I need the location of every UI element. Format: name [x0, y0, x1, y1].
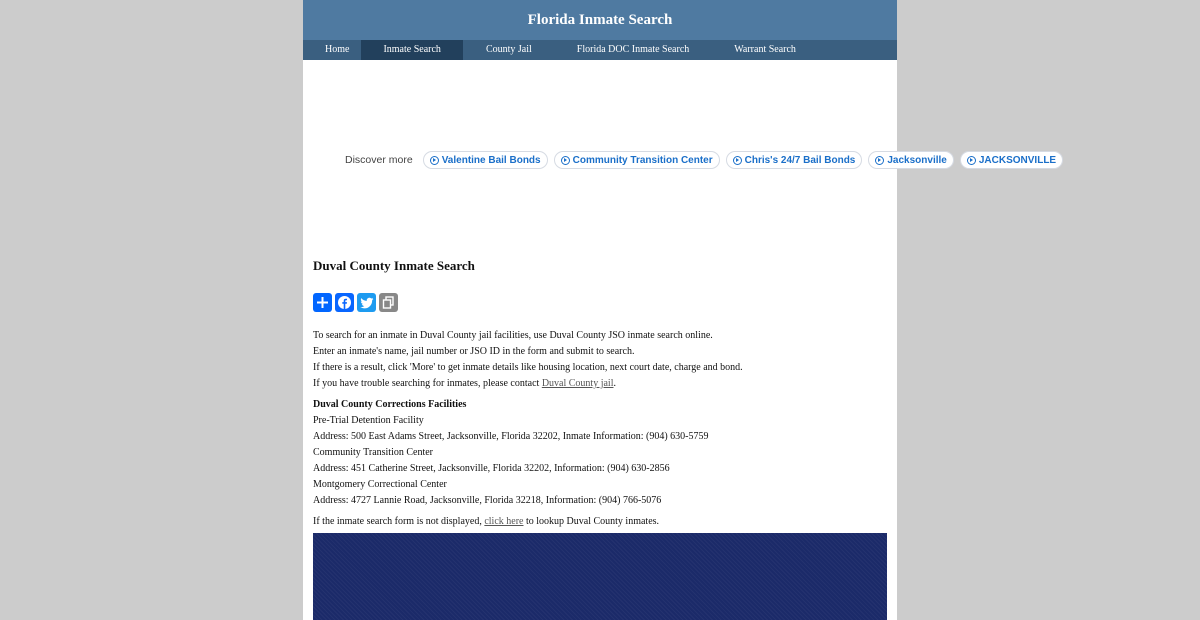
- form-note: [313, 514, 887, 530]
- nav-item-warrant-search[interactable]: Warrant Search: [734, 44, 796, 55]
- nav-item-home[interactable]: Home: [325, 44, 350, 55]
- click-here-link[interactable]: click here: [484, 516, 524, 527]
- chip-label: Valentine Bail Bonds: [441, 154, 541, 166]
- discover-chip[interactable]: [960, 151, 1063, 169]
- nav-item-county-jail[interactable]: County Jail: [485, 44, 532, 55]
- duval-county-jail-link[interactable]: Duval County jail: [541, 378, 614, 389]
- intro-line-4-prefix: If you have trouble searching for inmates, please contact: [313, 378, 542, 389]
- intro-line-2: Enter an inmate's name, jail number or JSO ID in the form and submit to search.: [313, 346, 635, 357]
- share-twitter-button[interactable]: [357, 293, 376, 312]
- intro-line-1: To search for an inmate in Duval County jail facilities, use Duval County JSO inmate search online.: [313, 330, 713, 341]
- discover-chip[interactable]: [726, 151, 863, 169]
- discover-chip[interactable]: [423, 151, 548, 169]
- share-facebook-button[interactable]: [335, 293, 354, 312]
- site-header: [303, 0, 897, 40]
- search-form-banner[interactable]: [313, 533, 887, 620]
- facility-name: Community Transition Center: [313, 447, 434, 458]
- page-container: [303, 0, 897, 620]
- facility-name: Pre-Trial Detention Facility: [313, 415, 424, 426]
- intro-line-3: If there is a result, click 'More' to get inmate details like housing location, next court date, charge and bond.: [313, 362, 743, 373]
- chip-label: Jacksonville: [887, 154, 947, 166]
- arrow-circle-icon: [561, 156, 570, 165]
- main-content: [313, 258, 887, 530]
- share-copy-link-button[interactable]: [379, 293, 398, 312]
- chip-label: JACKSONVILLE: [978, 154, 1057, 166]
- form-note-suffix: to lookup Duval County inmates.: [523, 516, 660, 527]
- twitter-icon: [360, 296, 374, 310]
- nav-item-inmate-search[interactable]: Inmate Search: [361, 40, 462, 60]
- intro-line-4: [313, 376, 887, 392]
- intro-paragraph: [313, 328, 887, 392]
- discover-chip[interactable]: [554, 151, 720, 169]
- arrow-circle-icon: [875, 156, 884, 165]
- nav-bar: [303, 40, 897, 60]
- facility-name: Montgomery Correctional Center: [313, 479, 447, 490]
- facilities-section: [313, 397, 887, 509]
- share-bar: [313, 293, 887, 312]
- arrow-circle-icon: [967, 156, 976, 165]
- facebook-icon: [337, 295, 352, 310]
- nav-item-florida-doc[interactable]: Florida DOC Inmate Search: [576, 44, 690, 55]
- copy-link-icon: [382, 296, 395, 309]
- facility-address: Address: 4727 Lannie Road, Jacksonville, Florida 32218, Information: (904) 766-5076: [313, 495, 662, 506]
- facility-address: Address: 451 Catherine Street, Jacksonville, Florida 32202, Information: (904) 630-2856: [313, 463, 670, 474]
- arrow-circle-icon: [733, 156, 742, 165]
- intro-line-4-suffix: .: [613, 378, 616, 389]
- discover-more-bar: [345, 151, 1063, 169]
- facilities-title: Duval County Corrections Facilities: [313, 399, 467, 410]
- form-note-prefix: If the inmate search form is not displayed,: [313, 516, 485, 527]
- discover-more-label: Discover more: [345, 154, 413, 166]
- discover-chip[interactable]: [868, 151, 953, 169]
- add-icon: [316, 296, 329, 309]
- arrow-circle-icon: [430, 156, 439, 165]
- page-title: Duval County Inmate Search: [313, 258, 475, 273]
- chip-label: Community Transition Center: [572, 154, 713, 166]
- chip-label: Chris's 24/7 Bail Bonds: [744, 154, 856, 166]
- site-title: Florida Inmate Search: [527, 11, 673, 28]
- facility-address: Address: 500 East Adams Street, Jacksonville, Florida 32202, Inmate Information: (904) 630-5759: [313, 431, 709, 442]
- share-add-button[interactable]: [313, 293, 332, 312]
